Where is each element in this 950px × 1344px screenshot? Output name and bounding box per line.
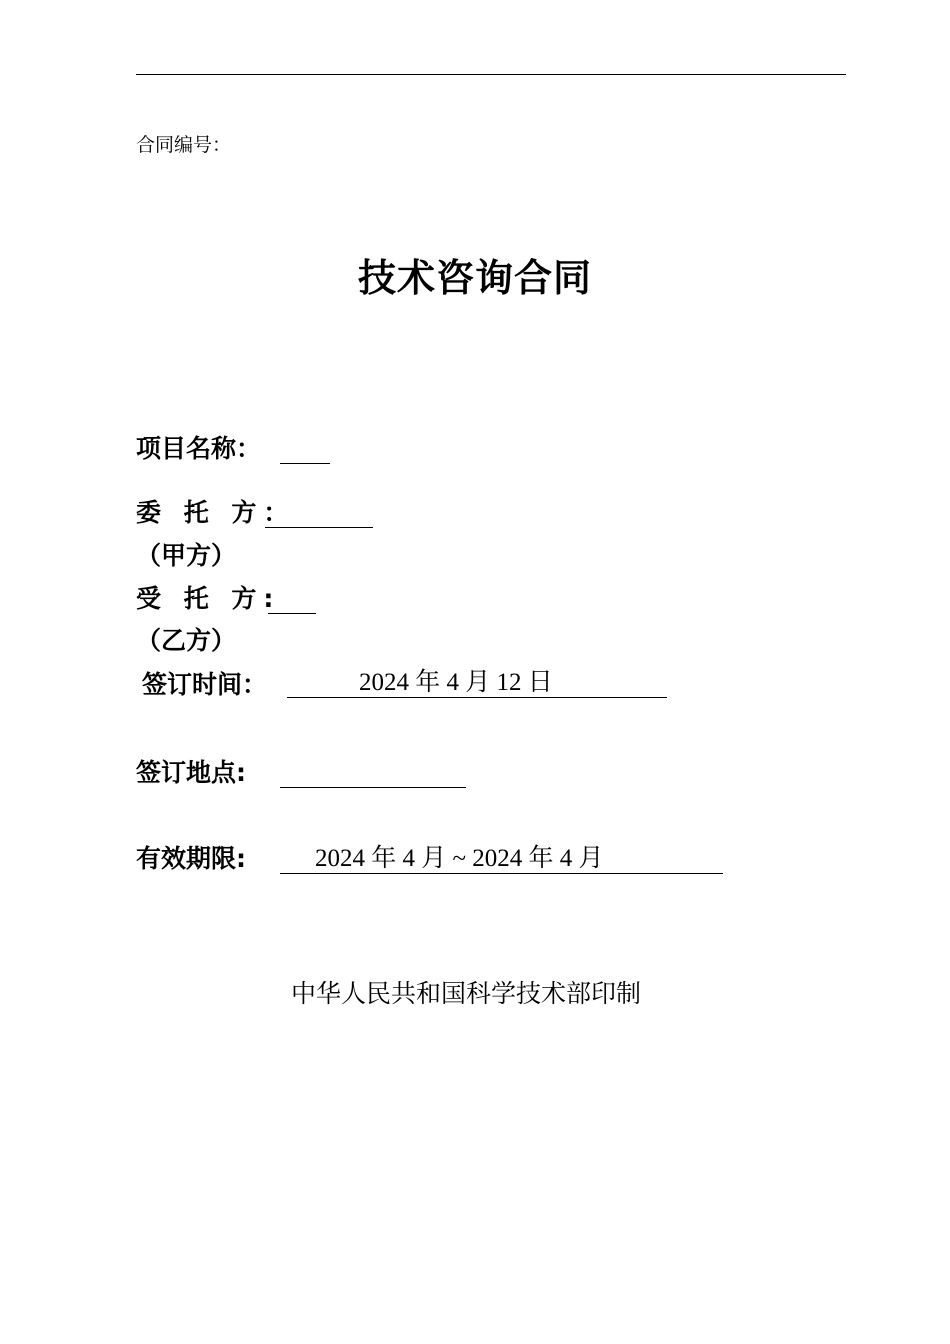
- client-sub-label: （甲方）: [136, 541, 237, 570]
- validity-period-label: 有效期限:: [136, 844, 246, 873]
- header-rule: [136, 74, 846, 75]
- signing-place-field: [280, 760, 466, 788]
- trustee-sub-label: （乙方）: [136, 626, 237, 655]
- signing-place-label: 签订地点:: [136, 758, 246, 787]
- signing-date-label: 签订时间：: [142, 670, 268, 699]
- trustee-label: 受 托 方:: [136, 584, 281, 613]
- project-name-label: 项目名称：: [136, 434, 262, 463]
- contract-number-label: 合同编号：: [136, 134, 232, 156]
- issuing-organization: 中华人民共和国科学技术部印制: [291, 979, 642, 1008]
- validity-period-field: [280, 846, 723, 874]
- validity-period-value: 2024 年 4 月 ~ 2024 年 4 月: [315, 845, 604, 872]
- signing-date-value: 2024 年 4 月 12 日: [359, 669, 553, 696]
- trustee-field: [268, 586, 316, 614]
- client-label: 委 托 方：: [136, 498, 296, 527]
- signing-date-field: [287, 670, 667, 698]
- project-name-field: [280, 436, 330, 464]
- document-title: 技术咨询合同: [357, 256, 592, 300]
- client-field: [265, 500, 373, 528]
